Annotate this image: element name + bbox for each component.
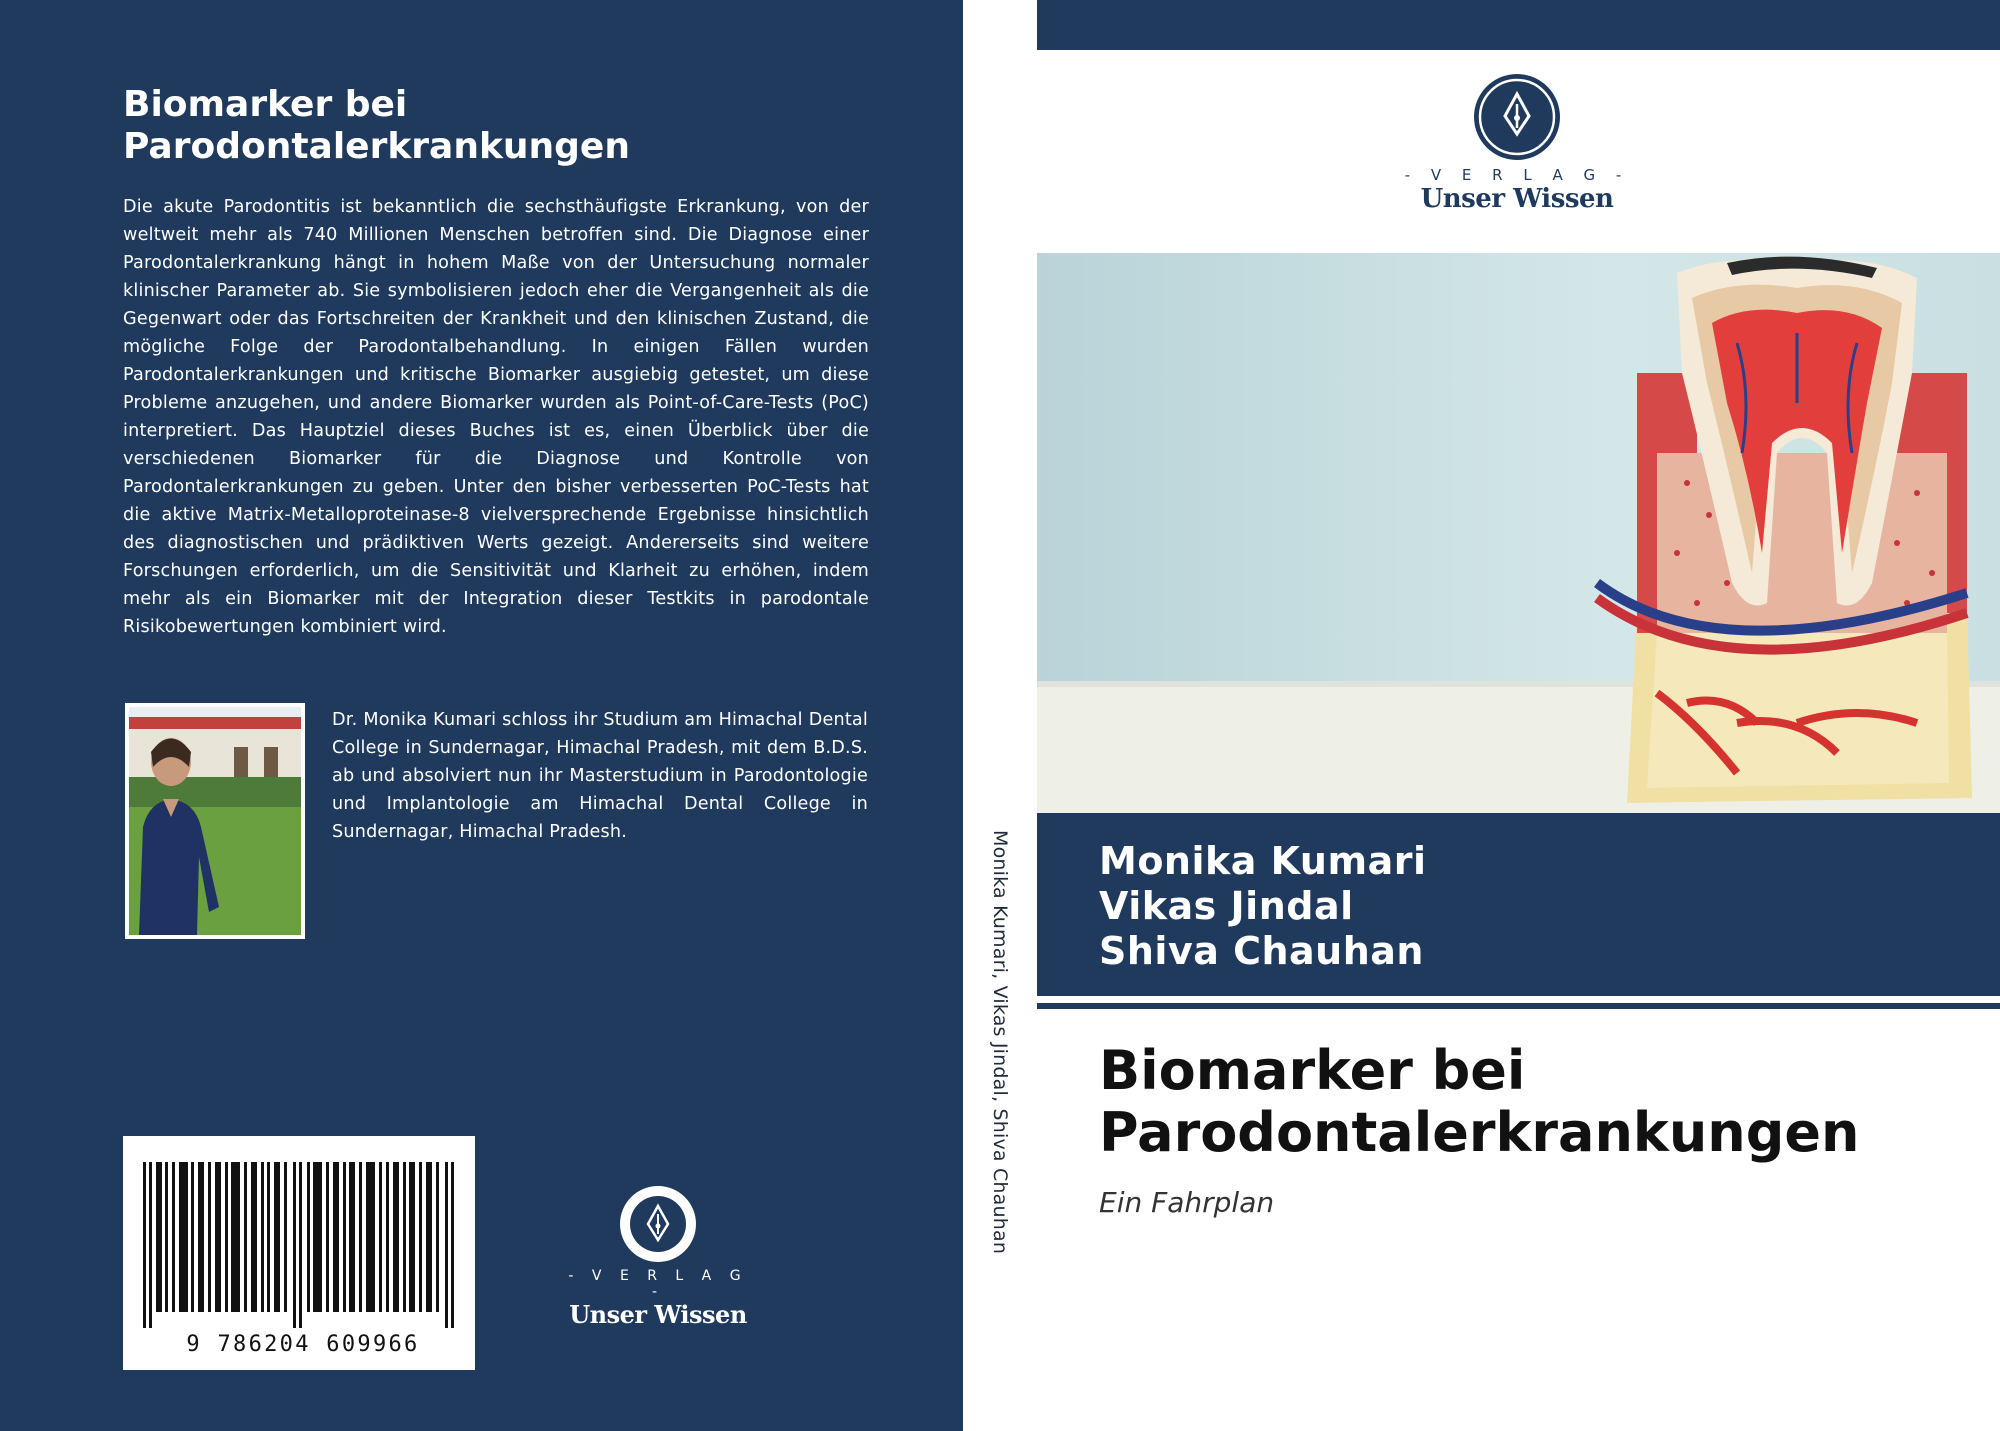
back-title-line2: Parodontalerkrankungen (123, 126, 630, 167)
back-logo-name: Unser Wissen (569, 1300, 747, 1329)
back-logo-verlag: - V E R L A G - (568, 1268, 748, 1300)
back-cover-blurb: Die akute Parodontitis ist bekanntlich die sechsthäufigste Erkrankung, von der weltweit mehr als 740 Millionen Menschen betroffen sind. Die Diagnose einer Parodontalerkrankung hängt in hohem Maße von der Untersuchung normaler klinischer Parameter ab. Sie symbolisieren jedoch eher die Vergangenheit als die Gegenwart oder das Fortschreiten der Krankheit und den klinischen Zustand, die mögliche Folge der Parodontalbehandlung. In einigen Fällen wurden Parodontalerkrankungen und kritische Biomarker ausgiebig getestet, um diese Probleme anzugehen, und andere Biomarker wurden als Point-of-Care-Tests (PoC) interpretiert. Das Hauptziel dieses Buches ist es, einen Überblick über die verschiedenen Biomarker für die Diagnose und Kontrolle von Parodontalerkrankungen zu geben. Unter den bisher verbesserten PoC-Tests hat die aktive Matrix-Metalloproteinase-8 vielversprechende Ergebnisse hinsichtlich des diagnostischen und prädiktiven Werts gezeigt. Andererseits sind weitere Forschungen erforderlich, um die Sensitivität und Klarheit zu erhöhen, indem mehr als ein Biomarker mit der Integration dieser Testkits in parodontale Risikobewertungen kombiniert wird. (123, 197, 869, 637)
front-top-bar (1037, 0, 2000, 50)
front-cover-subtitle: Ein Fahrplan (1099, 1186, 1275, 1219)
author-photo (125, 703, 305, 939)
tooth-model-illustration (1037, 253, 2000, 813)
publisher-seal-icon (618, 1184, 698, 1264)
back-cover-title (123, 84, 883, 168)
back-publisher-logo (560, 1184, 756, 1329)
author-name-2: Vikas Jindal (1099, 884, 1354, 928)
cover-tooth-model-image (1037, 253, 2000, 813)
isbn-digits: 9 786204 609966 (186, 1332, 420, 1357)
front-title-line2: Parodontalerkrankungen (1099, 1101, 1860, 1164)
front-cover-title (1099, 1040, 1979, 1164)
front-title-line1: Biomarker bei (1099, 1039, 1526, 1102)
author-bio: Dr. Monika Kumari schloss ihr Studium am Himachal Dental College in Sundernagar, Himachal Pradesh, mit dem B.D.S. ab und absolviert nun ihr Masterstudium in Parodontologie und Implantologie am Himachal Dental College in Sundernagar, Himachal Pradesh. (332, 710, 868, 842)
spine-authors: Monika Kumari, Vikas Jindal, Shiva Chauhan (989, 830, 1011, 1255)
divider-line (1037, 1003, 2000, 1009)
barcode-bars (143, 1162, 455, 1328)
publisher-seal-icon (1472, 72, 1562, 162)
isbn-barcode (123, 1136, 475, 1370)
author-name-3: Shiva Chauhan (1099, 929, 1424, 973)
author-band (1037, 813, 2000, 996)
front-publisher-logo (1397, 72, 1637, 222)
author-portrait-image (129, 707, 301, 935)
front-logo-name: Unser Wissen (1420, 184, 1614, 214)
back-title-line1: Biomarker bei (123, 84, 408, 125)
author-name-1: Monika Kumari (1099, 839, 1427, 883)
front-cover (1037, 0, 2000, 1431)
front-logo-verlag: - V E R L A G - (1404, 166, 1630, 184)
book-spine (963, 0, 1037, 1431)
back-cover (0, 0, 963, 1431)
